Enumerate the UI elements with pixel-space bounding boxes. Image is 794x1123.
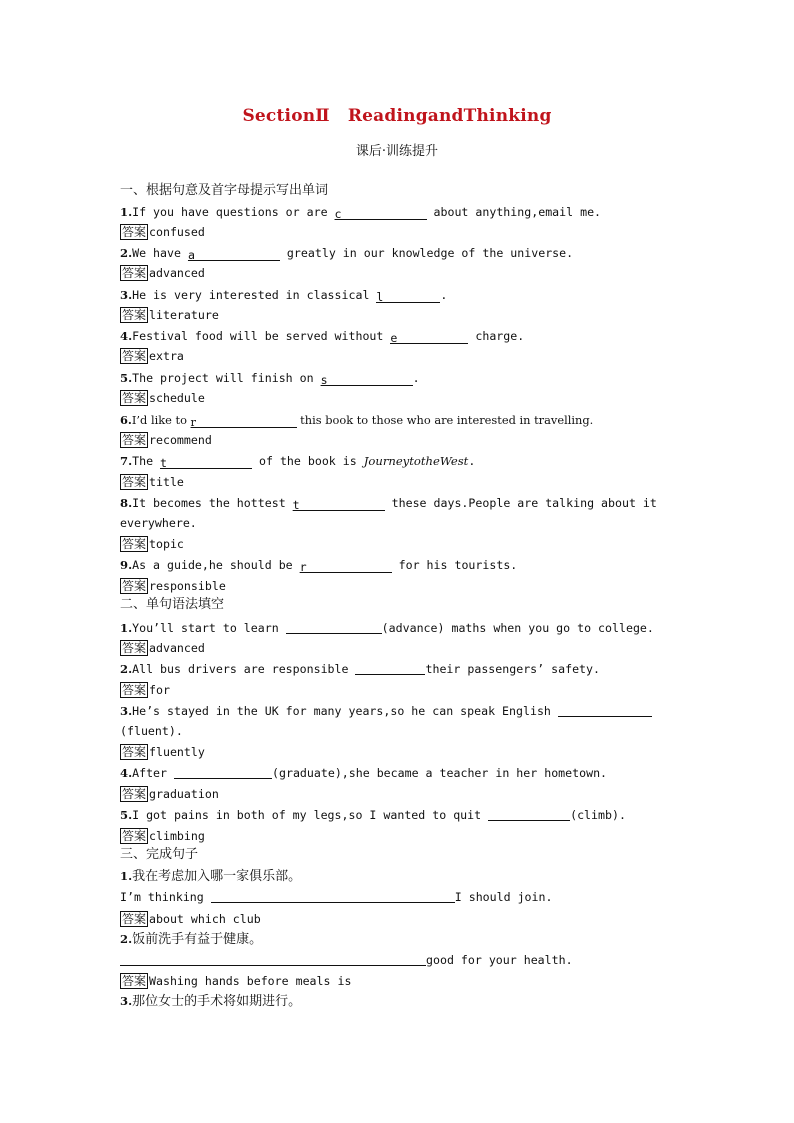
section1-heading: 一、根据句意及首字母提示写出单词 <box>120 183 329 198</box>
answer-row <box>120 474 680 490</box>
title-topic: ReadingandThinking <box>347 106 552 126</box>
answer-blank[interactable] <box>286 621 382 634</box>
question-row: 2.All bus drivers are responsible their passengers’ safety. <box>120 662 600 676</box>
answer-label: 答案 <box>122 225 147 239</box>
answer-blank[interactable]: a <box>188 248 280 261</box>
answer-row <box>120 682 680 698</box>
question-row: 4.Festival food will be served without e charge. <box>120 329 525 345</box>
answer-text: recommend <box>149 433 212 447</box>
answer-label: 答案 <box>122 745 147 759</box>
answer-row <box>120 744 680 760</box>
answer-label: 答案 <box>122 829 147 843</box>
question-row: 5.I got pains in both of my legs,so I wanted to quit (climb). <box>120 808 626 822</box>
answer-text: confused <box>149 225 205 239</box>
question-row: 3.He’s stayed in the UK for many years,so he can speak English <box>120 704 680 718</box>
answer-blank[interactable] <box>174 766 272 779</box>
answer-text: Washing hands before meals is <box>149 974 352 988</box>
answer-text: about which club <box>149 912 261 926</box>
answer-blank[interactable]: r <box>300 560 392 573</box>
page-title <box>0 106 794 126</box>
answer-row <box>120 911 680 927</box>
question-continuation: everywhere. <box>120 516 197 530</box>
answer-blank[interactable]: s <box>321 373 413 386</box>
answer-blank[interactable]: l <box>376 290 440 303</box>
answer-blank[interactable]: c <box>335 207 427 220</box>
question-row: good for your health. <box>120 953 680 967</box>
answer-row <box>120 973 680 989</box>
answer-row <box>120 786 680 802</box>
question-row: I’m thinking I should join. <box>120 890 553 904</box>
question-row: 9.As a guide,he should be r for his tourists. <box>120 558 518 574</box>
answer-text: fluently <box>149 745 205 759</box>
page-subtitle: 课后·训练提升 <box>355 144 439 159</box>
question-row: 1.If you have questions or are c about anything,email me. <box>120 205 602 221</box>
answer-label: 答案 <box>122 787 147 801</box>
question-row: 3.那位女士的手术将如期进行。 <box>120 994 302 1009</box>
answer-blank[interactable]: t <box>293 498 385 511</box>
section3-heading: 三、完成句子 <box>120 847 199 862</box>
answer-row <box>120 432 680 448</box>
answer-label: 答案 <box>122 683 147 697</box>
answer-blank[interactable] <box>120 953 426 966</box>
title-section: SectionⅡ <box>242 106 330 126</box>
question-row: 8.It becomes the hottest t these days.People are talking about it <box>120 496 657 512</box>
answer-row <box>120 307 680 323</box>
question-row: 6.I’d like to r this book to those who are interested in travelling. <box>120 413 594 429</box>
answer-row <box>120 390 680 406</box>
answer-label: 答案 <box>122 912 147 926</box>
answer-label: 答案 <box>122 433 147 447</box>
answer-blank[interactable]: r <box>191 415 297 428</box>
answer-label: 答案 <box>122 308 147 322</box>
answer-label: 答案 <box>122 475 147 489</box>
answer-blank[interactable]: e <box>390 331 468 344</box>
question-row: 2.饭前洗手有益于健康。 <box>120 932 263 947</box>
answer-label: 答案 <box>122 974 147 988</box>
answer-row <box>120 536 680 552</box>
section2-heading: 二、单句语法填空 <box>120 597 225 612</box>
answer-blank[interactable] <box>558 704 652 717</box>
answer-label: 答案 <box>122 349 147 363</box>
answer-blank[interactable] <box>211 890 455 903</box>
answer-text: advanced <box>149 641 205 655</box>
question-row: 2.We have a greatly in our knowledge of the universe. <box>120 246 574 262</box>
answer-row <box>120 265 680 281</box>
answer-text: title <box>149 475 184 489</box>
answer-text: for <box>149 683 170 697</box>
question-row: 5.The project will finish on s . <box>120 371 420 387</box>
answer-label: 答案 <box>122 391 147 405</box>
question-row: 3.He is very interested in classical l . <box>120 288 448 304</box>
answer-label: 答案 <box>122 579 147 593</box>
answer-row <box>120 224 680 240</box>
answer-row <box>120 828 680 844</box>
answer-text: schedule <box>149 391 205 405</box>
answer-label: 答案 <box>122 266 147 280</box>
answer-label: 答案 <box>122 537 147 551</box>
answer-text: advanced <box>149 266 205 280</box>
answer-text: responsible <box>149 579 226 593</box>
answer-row <box>120 640 680 656</box>
question-row: 7.The t of the book is JourneytotheWest. <box>120 454 476 470</box>
question-continuation: (fluent). <box>120 724 183 738</box>
answer-text: extra <box>149 349 184 363</box>
question-row: 1.You’ll start to learn (advance) maths when you go to college. <box>120 621 654 635</box>
question-row: 4.After (graduate),she became a teacher in her hometown. <box>120 766 608 780</box>
answer-text: graduation <box>149 787 219 801</box>
answer-blank[interactable] <box>488 808 570 821</box>
answer-text: literature <box>149 308 219 322</box>
answer-row <box>120 578 680 594</box>
answer-blank[interactable]: t <box>160 456 252 469</box>
answer-label: 答案 <box>122 641 147 655</box>
answer-text: topic <box>149 537 184 551</box>
answer-row <box>120 348 680 364</box>
answer-text: climbing <box>149 829 205 843</box>
question-row: 1.我在考虑加入哪一家俱乐部。 <box>120 869 302 884</box>
answer-blank[interactable] <box>355 662 425 675</box>
